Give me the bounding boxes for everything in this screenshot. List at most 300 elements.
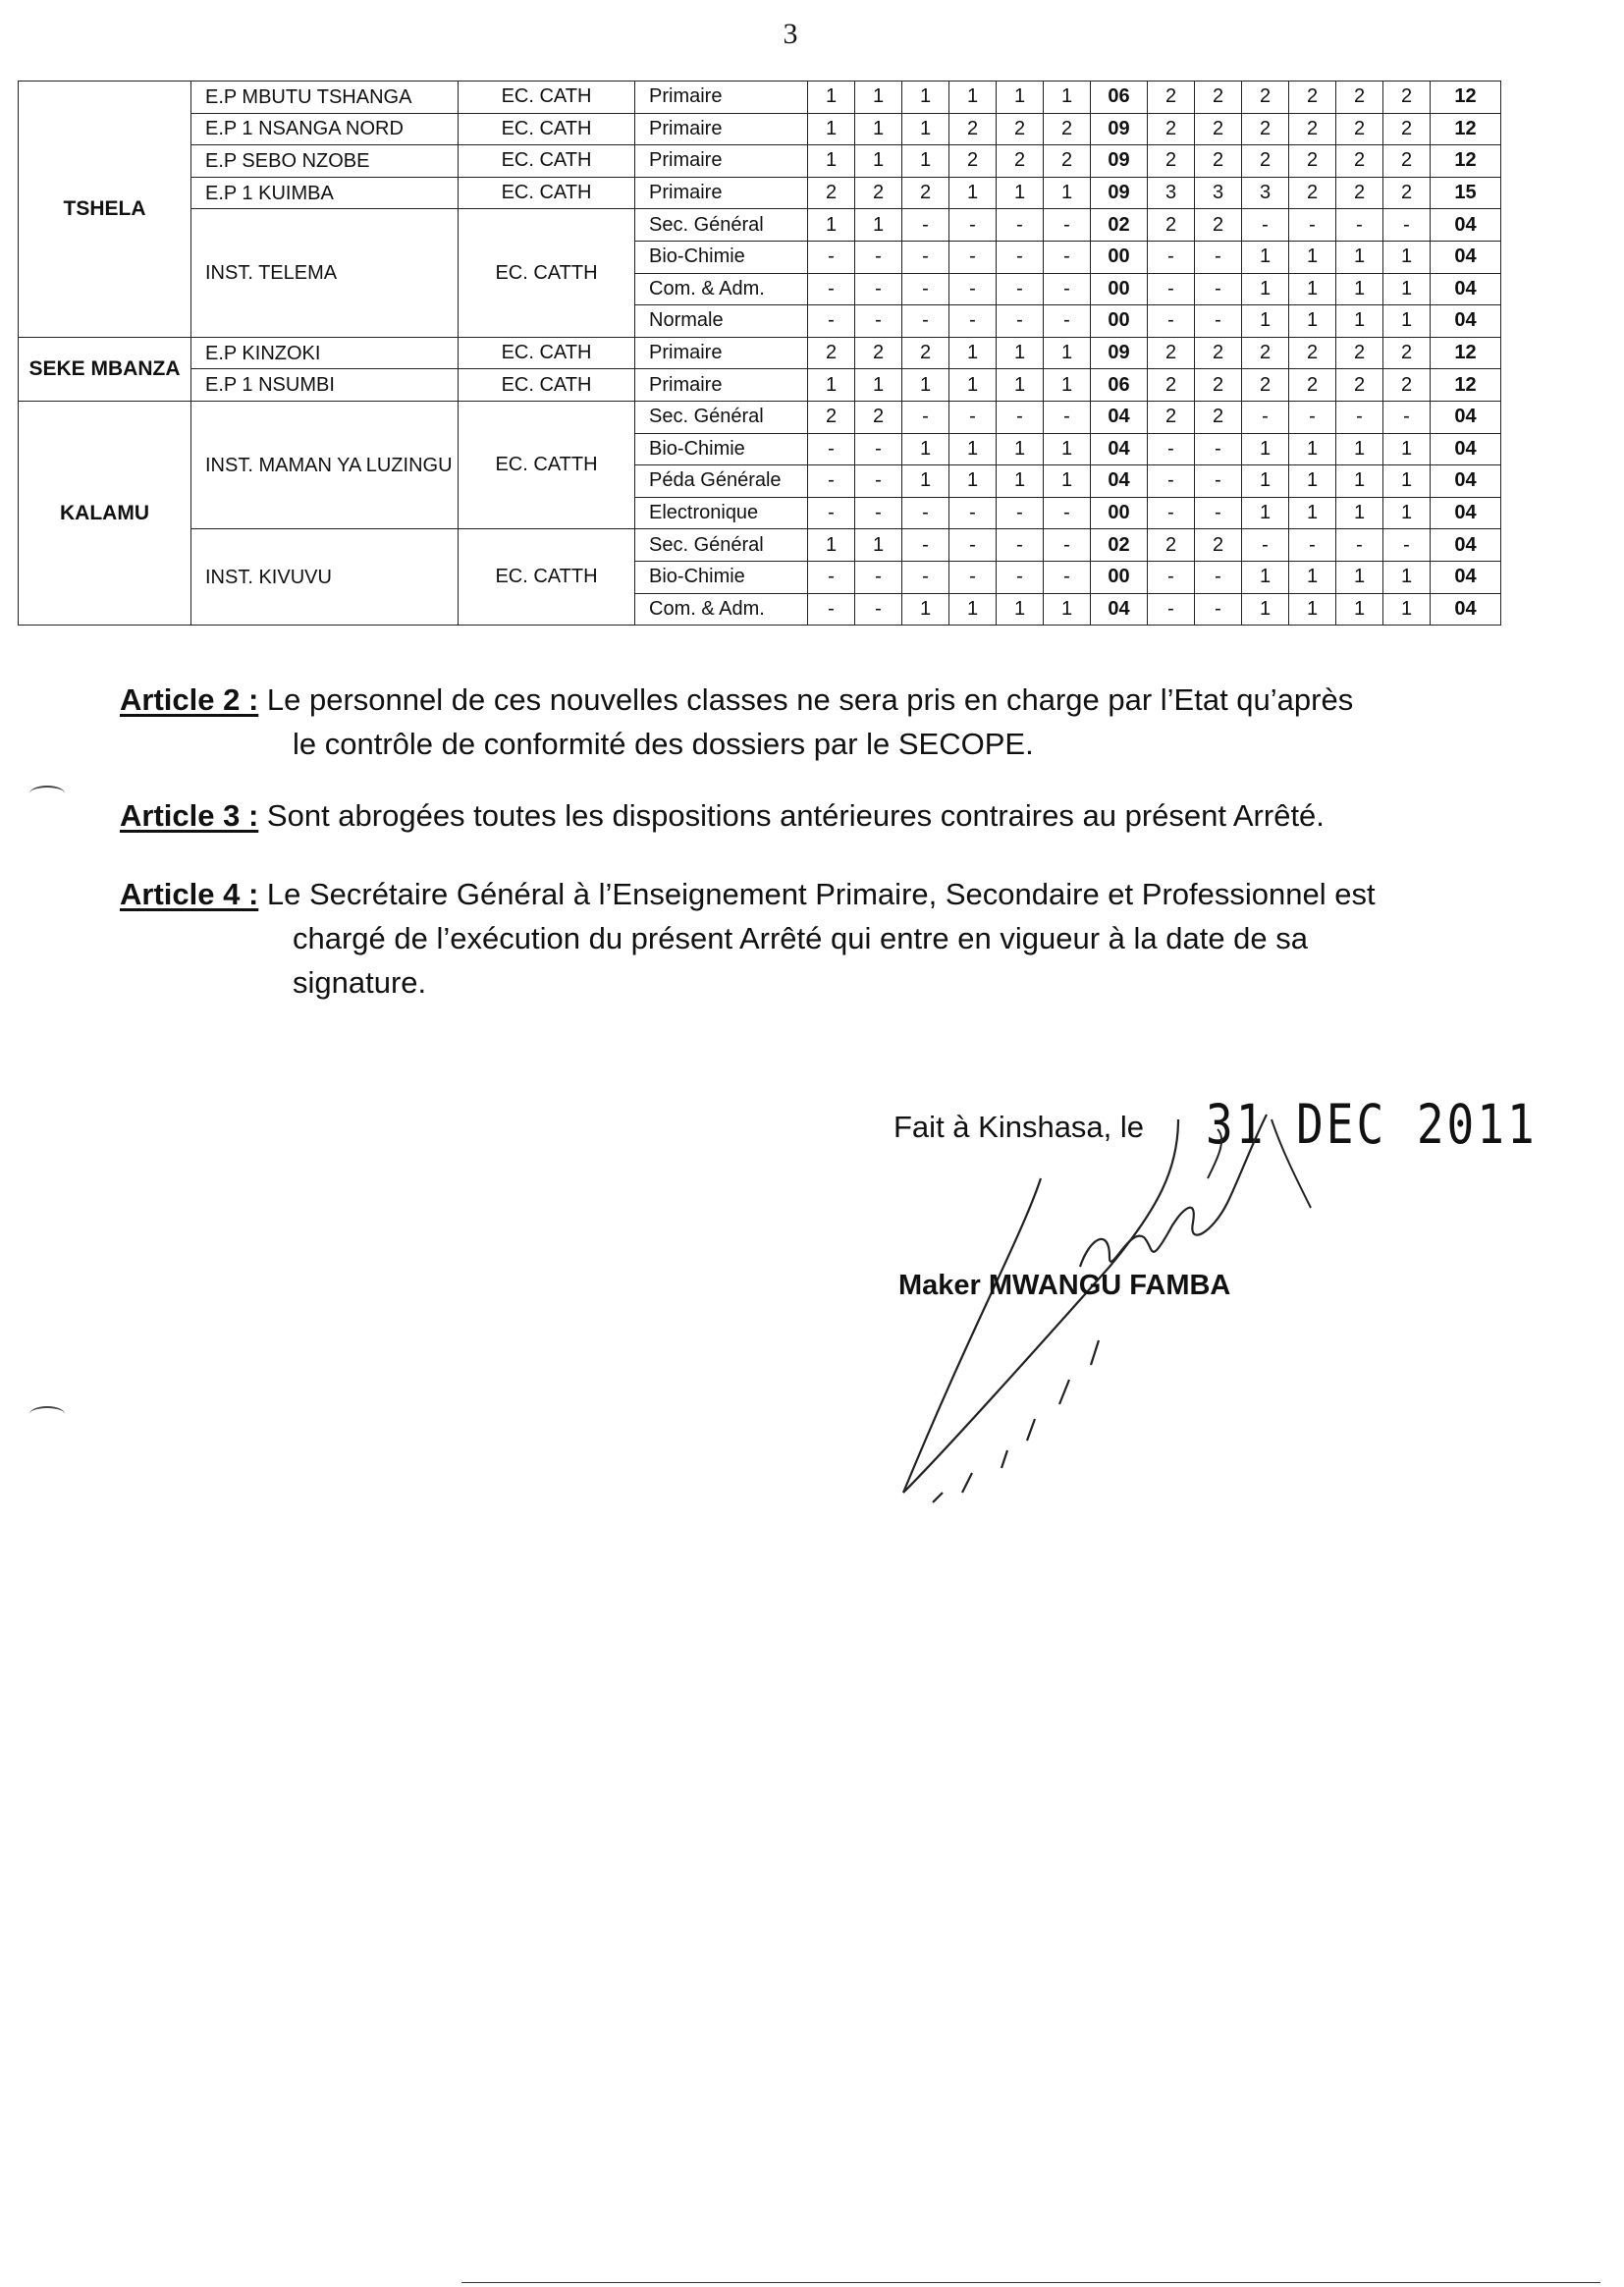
margin-mark xyxy=(29,1406,65,1422)
count-cell: 2 xyxy=(1242,369,1289,402)
count-cell: 1 xyxy=(949,82,997,114)
count-cell: 2 xyxy=(949,145,997,178)
count-cell: 2 xyxy=(1242,337,1289,369)
count-cell: 1 xyxy=(1383,241,1431,273)
total-cell: 15 xyxy=(1431,177,1501,209)
count-cell: - xyxy=(1289,529,1336,562)
subtotal-cell: 00 xyxy=(1091,273,1148,305)
subtotal-cell: 04 xyxy=(1091,401,1148,433)
total-cell: 04 xyxy=(1431,497,1501,529)
count-cell: 1 xyxy=(997,337,1044,369)
count-cell: 1 xyxy=(808,209,855,242)
count-cell: 1 xyxy=(949,369,997,402)
count-cell: 2 xyxy=(1383,145,1431,178)
subtotal-cell: 00 xyxy=(1091,497,1148,529)
count-cell: - xyxy=(808,561,855,593)
count-cell: - xyxy=(902,273,949,305)
article-text: Le Secrétaire Général à l’Enseignement Primaire, Secondaire et Professionnel est xyxy=(266,877,1376,911)
region-cell: KALAMU xyxy=(19,401,191,625)
sector-cell: EC. CATH xyxy=(459,145,635,178)
count-cell: - xyxy=(949,561,997,593)
count-cell: 1 xyxy=(808,529,855,562)
count-cell: - xyxy=(1195,561,1242,593)
school-cell: E.P 1 NSUMBI xyxy=(191,369,459,402)
count-cell: 2 xyxy=(1336,369,1383,402)
count-cell: 1 xyxy=(1383,273,1431,305)
count-cell: - xyxy=(808,433,855,465)
sector-cell: EC. CATTH xyxy=(459,529,635,626)
article-label: Article 3 : xyxy=(120,798,259,833)
count-cell: - xyxy=(1383,401,1431,433)
count-cell: 1 xyxy=(1383,465,1431,498)
article-label: Article 2 : xyxy=(120,682,259,717)
count-cell: 2 xyxy=(855,401,902,433)
page-number: 3 xyxy=(783,18,798,50)
count-cell: - xyxy=(997,241,1044,273)
count-cell: - xyxy=(1336,401,1383,433)
level-cell: Sec. Général xyxy=(635,529,808,562)
count-cell: - xyxy=(1242,529,1289,562)
total-cell: 04 xyxy=(1431,593,1501,626)
count-cell: - xyxy=(1044,561,1091,593)
count-cell: 1 xyxy=(1242,241,1289,273)
count-cell: 2 xyxy=(1336,113,1383,145)
count-cell: - xyxy=(997,561,1044,593)
count-cell: 1 xyxy=(1336,593,1383,626)
count-cell: 1 xyxy=(855,82,902,114)
school-cell: E.P KINZOKI xyxy=(191,337,459,369)
subtotal-cell: 02 xyxy=(1091,209,1148,242)
sector-cell: EC. CATTH xyxy=(459,401,635,528)
count-cell: - xyxy=(902,209,949,242)
sector-cell: EC. CATH xyxy=(459,369,635,402)
count-cell: - xyxy=(1195,433,1242,465)
count-cell: 2 xyxy=(1289,82,1336,114)
region-cell: TSHELA xyxy=(19,82,191,338)
count-cell: - xyxy=(808,593,855,626)
count-cell: - xyxy=(808,273,855,305)
sector-cell: EC. CATH xyxy=(459,177,635,209)
total-cell: 04 xyxy=(1431,305,1501,338)
count-cell: 2 xyxy=(1148,82,1195,114)
count-cell: - xyxy=(997,209,1044,242)
subtotal-cell: 04 xyxy=(1091,593,1148,626)
sector-cell: EC. CATH xyxy=(459,337,635,369)
count-cell: - xyxy=(949,497,997,529)
count-cell: 2 xyxy=(1242,82,1289,114)
class-allocation-table xyxy=(18,81,1501,626)
count-cell: 2 xyxy=(902,177,949,209)
level-cell: Primaire xyxy=(635,337,808,369)
count-cell: - xyxy=(997,497,1044,529)
margin-mark xyxy=(29,786,65,801)
count-cell: 2 xyxy=(855,337,902,369)
school-cell: INST. TELEMA xyxy=(191,209,459,337)
school-cell: E.P 1 NSANGA NORD xyxy=(191,113,459,145)
count-cell: 2 xyxy=(1289,177,1336,209)
count-cell: - xyxy=(1044,305,1091,338)
count-cell: - xyxy=(1242,209,1289,242)
count-cell: - xyxy=(1195,241,1242,273)
count-cell: 2 xyxy=(1195,113,1242,145)
total-cell: 12 xyxy=(1431,82,1501,114)
count-cell: - xyxy=(1195,497,1242,529)
subtotal-cell: 09 xyxy=(1091,113,1148,145)
count-cell: 1 xyxy=(1383,305,1431,338)
count-cell: - xyxy=(902,305,949,338)
count-cell: 2 xyxy=(902,337,949,369)
count-cell: 2 xyxy=(1148,529,1195,562)
count-cell: 2 xyxy=(997,145,1044,178)
table-row xyxy=(19,145,1501,178)
article-3 xyxy=(120,793,1494,838)
count-cell: 1 xyxy=(1336,561,1383,593)
article-4 xyxy=(120,872,1494,1005)
article-label: Article 4 : xyxy=(120,877,259,911)
count-cell: - xyxy=(808,305,855,338)
count-cell: 2 xyxy=(808,337,855,369)
level-cell: Primaire xyxy=(635,369,808,402)
count-cell: 1 xyxy=(1044,593,1091,626)
count-cell: 1 xyxy=(997,433,1044,465)
count-cell: - xyxy=(1195,593,1242,626)
article-text-continued: le contrôle de conformité des dossiers par le SECOPE. xyxy=(293,727,1034,761)
count-cell: - xyxy=(1044,273,1091,305)
total-cell: 04 xyxy=(1431,433,1501,465)
level-cell: Primaire xyxy=(635,113,808,145)
total-cell: 04 xyxy=(1431,273,1501,305)
total-cell: 04 xyxy=(1431,529,1501,562)
count-cell: - xyxy=(855,465,902,498)
count-cell: - xyxy=(997,273,1044,305)
count-cell: 1 xyxy=(1336,433,1383,465)
count-cell: 1 xyxy=(949,433,997,465)
count-cell: - xyxy=(1148,561,1195,593)
level-cell: Normale xyxy=(635,305,808,338)
count-cell: 1 xyxy=(1242,273,1289,305)
count-cell: 2 xyxy=(1148,113,1195,145)
count-cell: 2 xyxy=(1383,113,1431,145)
table-row xyxy=(19,337,1501,369)
subtotal-cell: 00 xyxy=(1091,241,1148,273)
count-cell: 1 xyxy=(1336,241,1383,273)
count-cell: 1 xyxy=(1289,593,1336,626)
count-cell: 2 xyxy=(1336,337,1383,369)
count-cell: 2 xyxy=(1195,209,1242,242)
count-cell: 2 xyxy=(1148,209,1195,242)
count-cell: - xyxy=(808,241,855,273)
count-cell: 2 xyxy=(1148,401,1195,433)
count-cell: - xyxy=(1044,529,1091,562)
subtotal-cell: 02 xyxy=(1091,529,1148,562)
count-cell: 2 xyxy=(1383,82,1431,114)
count-cell: - xyxy=(997,401,1044,433)
count-cell: 2 xyxy=(1148,369,1195,402)
count-cell: - xyxy=(855,497,902,529)
subtotal-cell: 04 xyxy=(1091,433,1148,465)
count-cell: 1 xyxy=(997,593,1044,626)
count-cell: - xyxy=(1148,305,1195,338)
count-cell: - xyxy=(1289,209,1336,242)
article-2 xyxy=(120,678,1494,766)
count-cell: 1 xyxy=(855,369,902,402)
school-cell: E.P MBUTU TSHANGA xyxy=(191,82,459,114)
count-cell: 1 xyxy=(1044,337,1091,369)
count-cell: 2 xyxy=(1242,113,1289,145)
level-cell: Bio-Chimie xyxy=(635,241,808,273)
count-cell: 2 xyxy=(1383,369,1431,402)
count-cell: 1 xyxy=(902,145,949,178)
article-text-continued: chargé de l’exécution du présent Arrêté qui entre en vigueur à la date de sa signature. xyxy=(293,921,1309,1000)
count-cell: 2 xyxy=(1195,145,1242,178)
count-cell: 1 xyxy=(902,113,949,145)
count-cell: - xyxy=(1195,465,1242,498)
count-cell: - xyxy=(1044,497,1091,529)
count-cell: 1 xyxy=(949,593,997,626)
subtotal-cell: 04 xyxy=(1091,465,1148,498)
count-cell: 2 xyxy=(1195,337,1242,369)
table-row xyxy=(19,401,1501,433)
count-cell: 1 xyxy=(997,82,1044,114)
count-cell: 2 xyxy=(1289,337,1336,369)
count-cell: - xyxy=(949,401,997,433)
level-cell: Sec. Général xyxy=(635,401,808,433)
total-cell: 04 xyxy=(1431,209,1501,242)
level-cell: Bio-Chimie xyxy=(635,561,808,593)
count-cell: - xyxy=(1383,209,1431,242)
count-cell: - xyxy=(1148,273,1195,305)
count-cell: 1 xyxy=(855,209,902,242)
subtotal-cell: 09 xyxy=(1091,145,1148,178)
school-cell: INST. KIVUVU xyxy=(191,529,459,626)
total-cell: 12 xyxy=(1431,145,1501,178)
count-cell: - xyxy=(855,241,902,273)
count-cell: 2 xyxy=(997,113,1044,145)
count-cell: 1 xyxy=(902,593,949,626)
count-cell: - xyxy=(1383,529,1431,562)
count-cell: - xyxy=(1195,305,1242,338)
count-cell: - xyxy=(1195,273,1242,305)
count-cell: 2 xyxy=(808,177,855,209)
count-cell: - xyxy=(808,465,855,498)
level-cell: Primaire xyxy=(635,145,808,178)
count-cell: 1 xyxy=(1044,177,1091,209)
count-cell: - xyxy=(1148,433,1195,465)
signatory-name: Maker MWANGU FAMBA xyxy=(898,1270,1231,1301)
count-cell: - xyxy=(1148,241,1195,273)
count-cell: 2 xyxy=(1336,145,1383,178)
count-cell: 1 xyxy=(1336,305,1383,338)
count-cell: 2 xyxy=(808,401,855,433)
count-cell: 1 xyxy=(997,177,1044,209)
count-cell: 2 xyxy=(1383,337,1431,369)
count-cell: - xyxy=(808,497,855,529)
count-cell: 1 xyxy=(1044,82,1091,114)
count-cell: 1 xyxy=(1242,465,1289,498)
count-cell: 1 xyxy=(1289,241,1336,273)
count-cell: 1 xyxy=(1383,593,1431,626)
count-cell: - xyxy=(1044,241,1091,273)
count-cell: 1 xyxy=(1044,465,1091,498)
count-cell: - xyxy=(1336,529,1383,562)
sector-cell: EC. CATTH xyxy=(459,209,635,337)
count-cell: - xyxy=(855,593,902,626)
count-cell: - xyxy=(902,241,949,273)
count-cell: 1 xyxy=(1242,433,1289,465)
count-cell: 1 xyxy=(1289,433,1336,465)
count-cell: - xyxy=(855,273,902,305)
count-cell: 1 xyxy=(902,465,949,498)
total-cell: 04 xyxy=(1431,465,1501,498)
count-cell: 1 xyxy=(855,529,902,562)
count-cell: - xyxy=(949,273,997,305)
signature-place: Fait à Kinshasa, le xyxy=(893,1110,1145,1144)
subtotal-cell: 06 xyxy=(1091,369,1148,402)
table-row xyxy=(19,209,1501,242)
count-cell: 1 xyxy=(1044,433,1091,465)
count-cell: - xyxy=(949,529,997,562)
count-cell: 2 xyxy=(1148,145,1195,178)
count-cell: 1 xyxy=(808,82,855,114)
count-cell: 3 xyxy=(1242,177,1289,209)
date-stamp: 31 DEC 2011 xyxy=(1206,1092,1538,1157)
level-cell: Péda Générale xyxy=(635,465,808,498)
count-cell: 2 xyxy=(1336,177,1383,209)
count-cell: 1 xyxy=(949,465,997,498)
count-cell: 1 xyxy=(855,113,902,145)
count-cell: 1 xyxy=(1336,465,1383,498)
article-text: Sont abrogées toutes les dispositions antérieures contraires au présent Arrêté. xyxy=(266,798,1325,833)
total-cell: 12 xyxy=(1431,337,1501,369)
count-cell: - xyxy=(902,497,949,529)
sector-cell: EC. CATH xyxy=(459,82,635,114)
count-cell: 1 xyxy=(808,113,855,145)
sector-cell: EC. CATH xyxy=(459,113,635,145)
count-cell: 1 xyxy=(1289,305,1336,338)
count-cell: 2 xyxy=(1195,401,1242,433)
count-cell: 2 xyxy=(1289,145,1336,178)
count-cell: 1 xyxy=(1289,497,1336,529)
count-cell: 2 xyxy=(1242,145,1289,178)
count-cell: - xyxy=(1044,209,1091,242)
count-cell: - xyxy=(1242,401,1289,433)
subtotal-cell: 00 xyxy=(1091,305,1148,338)
count-cell: 1 xyxy=(808,145,855,178)
count-cell: 1 xyxy=(902,369,949,402)
count-cell: 1 xyxy=(1336,497,1383,529)
school-cell: INST. MAMAN YA LUZINGU xyxy=(191,401,459,528)
count-cell: 2 xyxy=(1336,82,1383,114)
total-cell: 12 xyxy=(1431,113,1501,145)
count-cell: 1 xyxy=(902,82,949,114)
school-cell: E.P 1 KUIMBA xyxy=(191,177,459,209)
count-cell: 2 xyxy=(1044,145,1091,178)
count-cell: - xyxy=(855,305,902,338)
count-cell: 2 xyxy=(1195,529,1242,562)
subtotal-cell: 09 xyxy=(1091,177,1148,209)
count-cell: 1 xyxy=(902,433,949,465)
count-cell: - xyxy=(902,561,949,593)
count-cell: 1 xyxy=(997,465,1044,498)
level-cell: Primaire xyxy=(635,82,808,114)
count-cell: - xyxy=(902,401,949,433)
article-text: Le personnel de ces nouvelles classes ne sera pris en charge par l’Etat qu’après xyxy=(266,682,1354,717)
count-cell: - xyxy=(1336,209,1383,242)
count-cell: - xyxy=(902,529,949,562)
total-cell: 04 xyxy=(1431,241,1501,273)
subtotal-cell: 00 xyxy=(1091,561,1148,593)
total-cell: 04 xyxy=(1431,561,1501,593)
count-cell: - xyxy=(949,241,997,273)
footer-rule xyxy=(461,2282,1600,2283)
region-cell: SEKE MBANZA xyxy=(19,337,191,401)
count-cell: 1 xyxy=(1242,497,1289,529)
count-cell: 1 xyxy=(949,337,997,369)
count-cell: - xyxy=(1289,401,1336,433)
count-cell: 1 xyxy=(808,369,855,402)
count-cell: - xyxy=(949,209,997,242)
count-cell: 1 xyxy=(1242,305,1289,338)
total-cell: 04 xyxy=(1431,401,1501,433)
table-row xyxy=(19,529,1501,562)
level-cell: Electronique xyxy=(635,497,808,529)
count-cell: 2 xyxy=(949,113,997,145)
count-cell: 2 xyxy=(1195,82,1242,114)
count-cell: - xyxy=(855,561,902,593)
count-cell: 2 xyxy=(1289,113,1336,145)
school-cell: E.P SEBO NZOBE xyxy=(191,145,459,178)
count-cell: - xyxy=(855,433,902,465)
count-cell: 1 xyxy=(1044,369,1091,402)
table-row xyxy=(19,177,1501,209)
count-cell: 2 xyxy=(1289,369,1336,402)
count-cell: - xyxy=(997,529,1044,562)
count-cell: 1 xyxy=(1242,593,1289,626)
count-cell: - xyxy=(1148,465,1195,498)
table-row xyxy=(19,369,1501,402)
count-cell: 1 xyxy=(1383,497,1431,529)
count-cell: - xyxy=(997,305,1044,338)
count-cell: 3 xyxy=(1148,177,1195,209)
subtotal-cell: 06 xyxy=(1091,82,1148,114)
total-cell: 12 xyxy=(1431,369,1501,402)
count-cell: 1 xyxy=(1383,433,1431,465)
count-cell: 2 xyxy=(1383,177,1431,209)
count-cell: 1 xyxy=(1336,273,1383,305)
count-cell: 1 xyxy=(1289,561,1336,593)
count-cell: 2 xyxy=(855,177,902,209)
level-cell: Bio-Chimie xyxy=(635,433,808,465)
level-cell: Sec. Général xyxy=(635,209,808,242)
count-cell: 1 xyxy=(855,145,902,178)
count-cell: - xyxy=(1148,497,1195,529)
count-cell: 1 xyxy=(1383,561,1431,593)
count-cell: 1 xyxy=(1242,561,1289,593)
table-row xyxy=(19,82,1501,114)
count-cell: 1 xyxy=(997,369,1044,402)
count-cell: 2 xyxy=(1044,113,1091,145)
table-row xyxy=(19,113,1501,145)
table-body xyxy=(19,82,1501,626)
count-cell: 2 xyxy=(1195,369,1242,402)
count-cell: 3 xyxy=(1195,177,1242,209)
count-cell: - xyxy=(949,305,997,338)
count-cell: 1 xyxy=(1289,465,1336,498)
count-cell: 2 xyxy=(1148,337,1195,369)
level-cell: Com. & Adm. xyxy=(635,593,808,626)
level-cell: Com. & Adm. xyxy=(635,273,808,305)
level-cell: Primaire xyxy=(635,177,808,209)
